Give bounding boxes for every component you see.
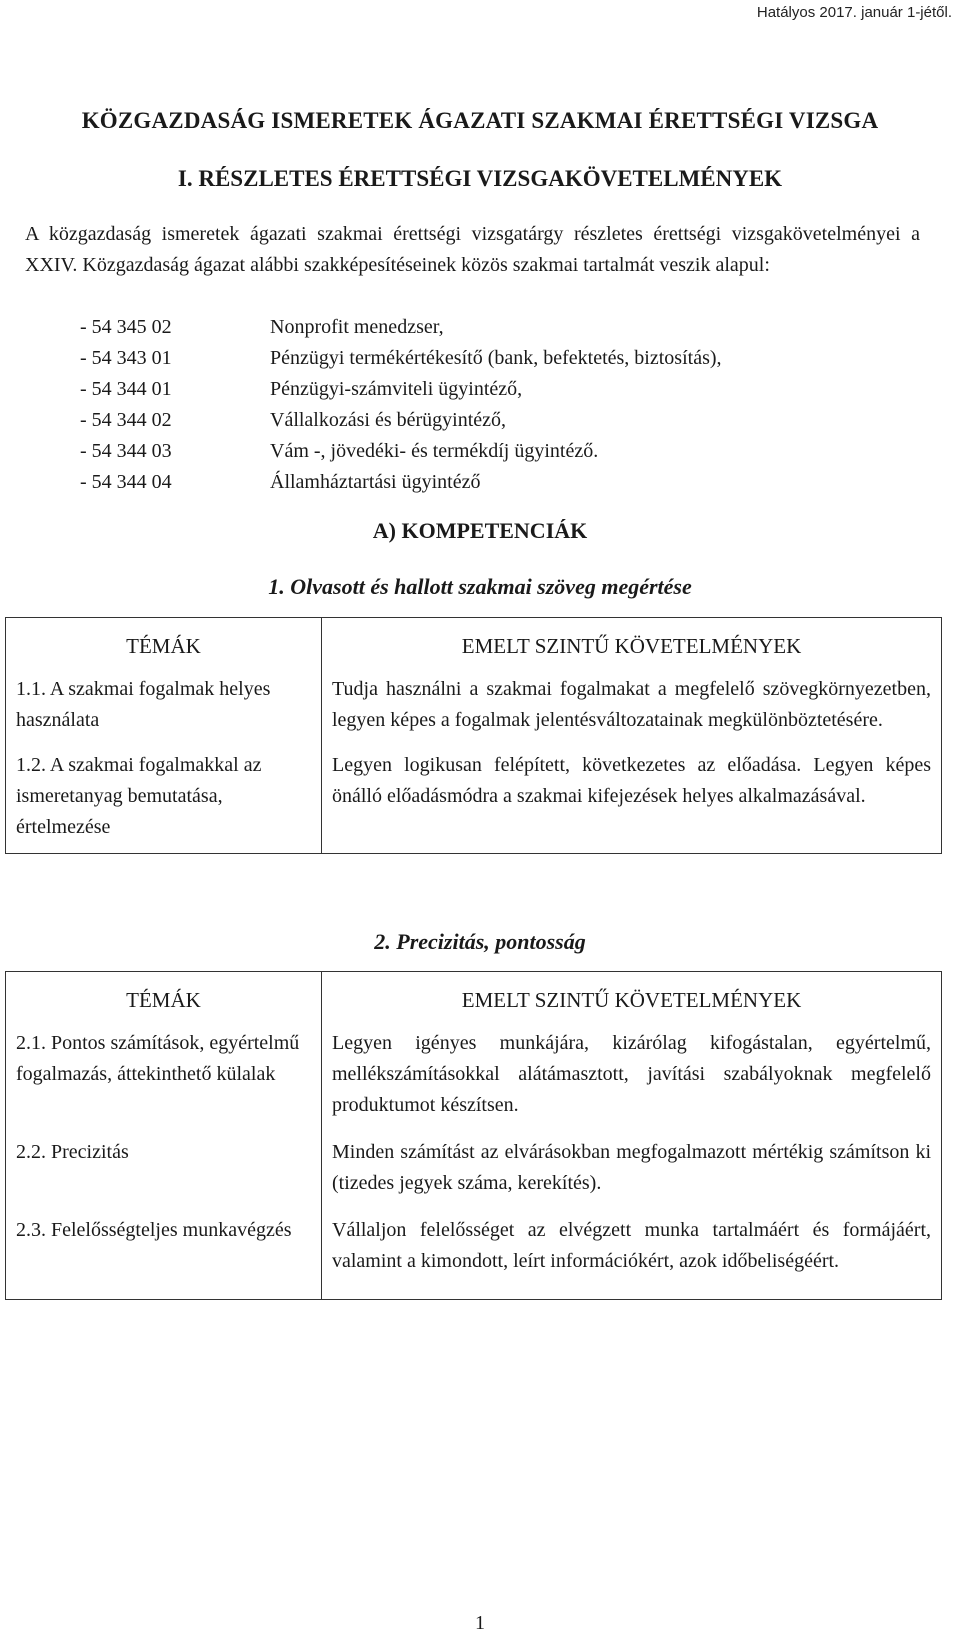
qualification-item xyxy=(80,467,900,498)
qualification-item xyxy=(80,405,900,436)
qualification-code: - 54 344 02 xyxy=(80,409,172,431)
requirements-column-header: EMELT SZINTŰ KÖVETELMÉNYEK xyxy=(322,972,942,1029)
qualification-name: Vállalkozási és bérügyintéző, xyxy=(270,409,507,431)
section-2-table xyxy=(5,971,942,1300)
table-header-row xyxy=(6,972,942,1029)
table-row xyxy=(6,750,942,854)
table-row xyxy=(6,1137,942,1215)
qualification-code: - 54 344 03 xyxy=(80,440,172,462)
topic-cell: 1.2. A szakmai fogalmakkal az ismeretanyag bemutatása, értelmezése xyxy=(6,750,322,854)
requirements-column-header: EMELT SZINTŰ KÖVETELMÉNYEK xyxy=(322,618,942,675)
qualification-code: - 54 344 04 xyxy=(80,471,172,493)
requirement-cell: Tudja használni a szakmai fogalmakat a megfelelő szövegkörnyezetben, legyen képes a fogalmak jelentésváltozatainak megkülönböztetésére. xyxy=(322,674,942,750)
qualification-item xyxy=(80,312,900,343)
qualification-name: Államháztartási ügyintéző xyxy=(270,471,481,493)
section-2-title: 2. Precizitás, pontosság xyxy=(374,929,586,954)
table-header-row xyxy=(6,618,942,675)
document-subtitle: I. RÉSZLETES ÉRETTSÉGI VIZSGAKÖVETELMÉNYEK xyxy=(177,166,783,191)
document-title: KÖZGAZDASÁG ISMERETEK ÁGAZATI SZAKMAI ÉRETTSÉGI VIZSGA xyxy=(81,108,879,133)
table-row xyxy=(6,1215,942,1300)
qualification-name: Pénzügyi-számviteli ügyintéző, xyxy=(270,378,523,400)
requirement-cell: Vállaljon felelősséget az elvégzett munka tartalmáért és formájáért, valamint a kimondott, leírt információkért, azok időbeliségéért. xyxy=(322,1215,942,1300)
table-row xyxy=(6,674,942,750)
page-number: 1 xyxy=(475,1612,485,1634)
qualification-name: Nonprofit menedzser, xyxy=(270,316,444,338)
requirement-cell: Minden számítást az elvárásokban megfogalmazott mértékig számítson ki (tizedes jegyek száma, kerekítés). xyxy=(322,1137,942,1215)
intro-paragraph: A közgazdaság ismeretek ágazati szakmai érettségi vizsgatárgy részletes érettségi vizsgakövetelményei a XXIV. Közgazdaság ágazat alábbi szakképesítéseinek közös szakmai tartalmát veszik alapul: xyxy=(25,223,920,276)
section-1-title: 1. Olvasott és hallott szakmai szöveg megértése xyxy=(268,574,692,599)
qualification-code: - 54 345 02 xyxy=(80,316,172,338)
topic-cell: 1.1. A szakmai fogalmak helyes használata xyxy=(6,674,322,750)
qualification-item xyxy=(80,436,900,467)
topic-cell: 2.1. Pontos számítások, egyértelmű fogalmazás, áttekinthető külalak xyxy=(6,1028,322,1137)
effective-date-note: Hatályos 2017. január 1-jétől. xyxy=(756,4,952,21)
topics-column-header: TÉMÁK xyxy=(6,618,322,675)
section-1-table xyxy=(5,617,942,854)
table-row xyxy=(6,1028,942,1137)
qualification-name: Pénzügyi termékértékesítő (bank, befektetés, biztosítás), xyxy=(270,347,722,369)
requirement-cell: Legyen logikusan felépített, következetes az előadása. Legyen képes önálló előadásmódra a szakmai kifejezések helyes alkalmazásával. xyxy=(322,750,942,854)
topic-cell: 2.2. Precizitás xyxy=(6,1137,322,1215)
competencies-heading: A) KOMPETENCIÁK xyxy=(372,518,588,543)
qualification-name: Vám -, jövedéki- és termékdíj ügyintéző. xyxy=(270,440,599,462)
qualification-list xyxy=(80,312,900,498)
qualification-code: - 54 343 01 xyxy=(80,347,172,369)
topic-cell: 2.3. Felelősségteljes munkavégzés xyxy=(6,1215,322,1300)
topics-column-header: TÉMÁK xyxy=(6,972,322,1029)
qualification-code: - 54 344 01 xyxy=(80,378,172,400)
qualification-item xyxy=(80,374,900,405)
requirement-cell: Legyen igényes munkájára, kizárólag kifogástalan, egyértelmű, mellékszámításokkal alátámasztott, javítási szabályoknak megfelelő produktumot készítsen. xyxy=(322,1028,942,1137)
qualification-item xyxy=(80,343,900,374)
